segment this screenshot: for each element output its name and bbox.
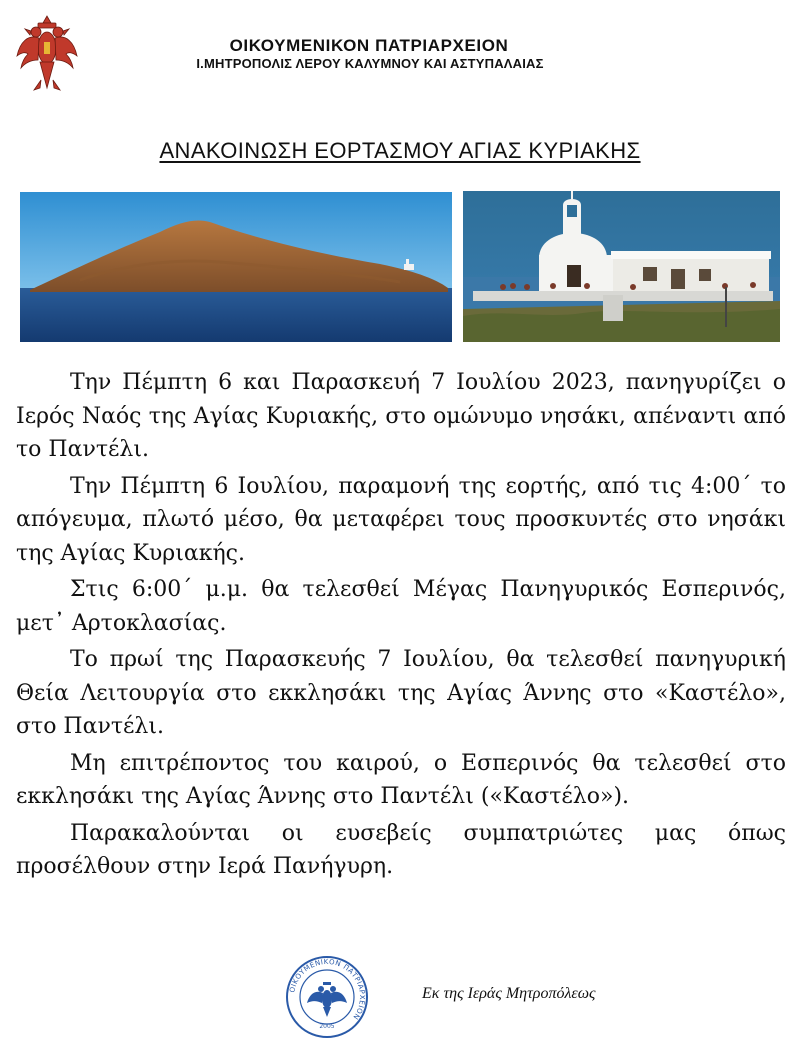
chapel-photo xyxy=(463,191,780,342)
announcement-body xyxy=(16,366,786,887)
double-headed-eagle-icon xyxy=(14,14,80,94)
paragraph-transport: Την Πέμπτη 6 Ιουλίου, παραμονή της εορτής, από τις 4:00΄ το απόγευμα, πλωτό μέσο, θα μεταφέρει τους προσκυντές στο νησάκι της Αγίας Κυριακής. xyxy=(16,473,786,566)
svg-text:ΟΙΚΟΥΜΕΝΙΚΟΝ ΠΑΤΡΙΑΡΧΕΙΟΝ: ΟΙΚΟΥΜΕΝΙΚΟΝ ΠΑΤΡΙΑΡΧΕΙΟΝ xyxy=(288,957,367,1022)
page-title: ΑΝΑΚΟΙΝΩΣΗ ΕΟΡΤΑΣΜΟΥ ΑΓΙΑΣ ΚΥΡΙΑΚΗΣ xyxy=(159,138,641,163)
paragraph-liturgy: Το πρωί της Παρασκευής 7 Ιουλίου, θα τελεσθεί πανηγυρική Θεία Λειτουργία στο εκκλησάκι της Αγίας Άννης στο «Καστέλο», στο Παντέλι. xyxy=(16,647,786,739)
svg-text:2005: 2005 xyxy=(319,1023,335,1030)
patriarchate-heading: ΟΙΚΟΥΜΕΝΙΚΟΝ ΠΑΤΡΙΑΡΧΕΙΟΝ xyxy=(229,36,509,55)
signature-text: Εκ της Ιεράς Μητροπόλεως xyxy=(422,985,596,1002)
paragraph-dates: Την Πέμπτη 6 και Παρασκευή 7 Ιουλίου 2023, πανηγυρίζει ο Ιερός Ναός της Αγίας Κυριακής, στο ομώνυμο νησάκι, απέναντι από το Παντέλι. xyxy=(16,370,786,462)
metropolis-heading: Ι.ΜΗΤΡΟΠΟΛΙΣ ΛΕΡΟΥ ΚΑΛΥΜΝΟΥ ΚΑΙ ΑΣΤΥΠΑΛΑΙΑΣ xyxy=(196,56,544,71)
paragraph-weather: Μη επιτρέποντος του καιρού, ο Εσπερινός θα τελεσθεί στο εκκλησάκι της Αγίας Άννης στο Παντέλι («Καστέλο»). xyxy=(16,750,786,809)
paragraph-invitation: Παρακαλούνται οι ευσεβείς συμπατριώτες μας όπως προσέλθουν στην Ιερά Πανήγυρη. xyxy=(16,820,786,879)
paragraph-vespers: Στις 6:00΄ μ.μ. θα τελεσθεί Μέγας Πανηγυρικός Εσπερινός, μετ᾽ Αρτοκλασίας. xyxy=(16,577,786,636)
island-photo xyxy=(20,192,452,342)
metropolis-seal-icon xyxy=(285,955,369,1039)
